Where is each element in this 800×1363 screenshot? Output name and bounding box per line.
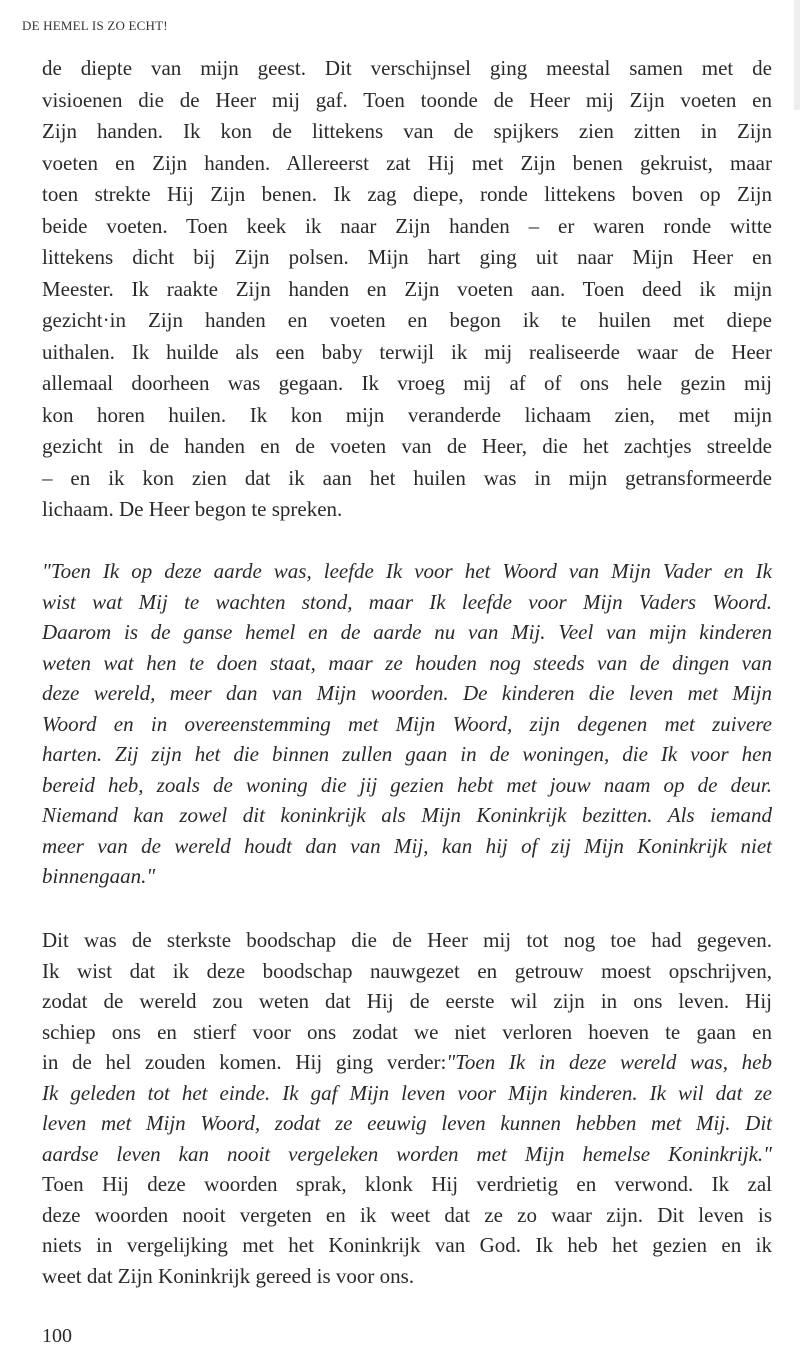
italic-text: aardse leven kan nooit vergeleken worden met Mijn hemelse Koninkrijk." xyxy=(42,1141,772,1166)
text-line: lichaam. De Heer begon te spreken. xyxy=(42,497,343,521)
text-line: Ik wist dat ik deze boodschap nauwgezet en getrouw moest opschrijven, xyxy=(42,958,772,983)
text-line: de diepte van mijn geest. Dit verschijnsel ging meestal samen met de xyxy=(42,56,772,80)
text-line: zodat de wereld zou weten dat Hij de eerste wil zijn in ons leven. Hij xyxy=(42,989,772,1013)
text-line: schiep ons en stierf voor ons zodat we niet verloren hoeven te gaan en xyxy=(42,1019,772,1044)
text-line: Toen Hij deze woorden sprak, klonk Hij verdrietig en verwond. Ik zal xyxy=(42,1172,772,1196)
text-line: Dit was de sterkste boodschap die de Heer mij tot nog toe had gegeven. xyxy=(42,928,772,952)
paragraph-3 xyxy=(42,925,772,1291)
text-line: deze wereld, meer dan van Mijn woorden. De kinderen die leven met Mijn xyxy=(42,681,772,705)
text-line xyxy=(42,1047,772,1078)
roman-text: in de hel zouden komen. Hij ging verder: xyxy=(42,1050,447,1074)
italic-text: Ik geleden tot het einde. Ik gaf Mijn leven voor Mijn kinderen. Ik wil dat ze xyxy=(42,1080,772,1105)
text-line: deze woorden nooit vergeten en ik weet dat ze zo waar zijn. Dit leven is xyxy=(42,1202,772,1227)
text-line: wist wat Mij te wachten stond, maar Ik leefde voor Mijn Vaders Woord. xyxy=(42,589,772,614)
text-line: – en ik kon zien dat ik aan het huilen was in mijn getransformeerde xyxy=(42,465,772,490)
text-line: harten. Zij zijn het die binnen zullen gaan in de woningen, die Ik voor hen xyxy=(42,742,772,766)
text-line: gezicht·in Zijn handen en voeten en begon ik te huilen met diepe xyxy=(42,308,772,332)
paragraph-1 xyxy=(42,53,772,526)
page-edge xyxy=(794,0,800,110)
text-line: gezicht in de handen en de voeten van de Heer, die het zachtjes streelde xyxy=(42,434,772,458)
text-line: Daarom is de ganse hemel en de aarde nu van Mij. Veel van mijn kinderen xyxy=(42,620,772,644)
text-line: meer van de wereld houdt dan van Mij, kan hij of zij Mijn Koninkrijk niet xyxy=(42,833,772,858)
text-line xyxy=(42,1078,772,1109)
text-line: littekens dicht bij Zijn polsen. Mijn hart ging uit naar Mijn Heer en xyxy=(42,245,772,269)
text-line: visioenen die de Heer mij gaf. Toen toonde de Heer mij Zijn voeten en xyxy=(42,87,772,112)
text-line: Woord en in overeenstemming met Mijn Woord, zijn degenen met zuivere xyxy=(42,711,772,736)
text-line: "Toen Ik op deze aarde was, leefde Ik voor het Woord van Mijn Vader en Ik xyxy=(42,559,772,583)
text-line: Niemand kan zowel dit koninkrijk als Mijn Koninkrijk bezitten. Als iemand xyxy=(42,803,772,827)
paragraph-2-quote xyxy=(42,556,772,892)
text-line xyxy=(42,1108,772,1139)
text-line: voeten en Zijn handen. Allereerst zat Hij met Zijn benen gekruist, maar xyxy=(42,150,772,175)
text-line: niets in vergelijking met het Koninkrijk van God. Ik heb het gezien en ik xyxy=(42,1233,772,1257)
text-line: Meester. Ik raakte Zijn handen en Zijn voeten aan. Toen deed ik mijn xyxy=(42,276,772,301)
page-number: 100 xyxy=(42,1325,72,1347)
italic-text: "Toen Ik in deze wereld was, heb xyxy=(446,1050,772,1074)
text-line: binnengaan." xyxy=(42,864,156,888)
text-line: uithalen. Ik huilde als een baby terwijl ik mij realiseerde waar de Heer xyxy=(42,339,772,364)
text-line: beide voeten. Toen keek ik naar Zijn handen – er waren ronde witte xyxy=(42,213,772,238)
text-line: bereid heb, zoals de woning die jij gezien hebt met jouw naam op de deur. xyxy=(42,772,772,797)
text-line: allemaal doorheen was gegaan. Ik vroeg mij af of ons hele gezin mij xyxy=(42,371,772,395)
text-line: weten wat hen te doen staat, maar ze houden nog steeds van de dingen van xyxy=(42,650,772,675)
running-header: DE HEMEL IS ZO ECHT! xyxy=(22,18,168,33)
text-line: toen strekte Hij Zijn benen. Ik zag diepe, ronde littekens boven op Zijn xyxy=(42,182,772,206)
text-line: weet dat Zijn Koninkrijk gereed is voor ons. xyxy=(42,1263,415,1288)
italic-text: leven met Mijn Woord, zodat ze eeuwig leven kunnen hebben met Mij. Dit xyxy=(42,1111,772,1135)
text-line xyxy=(42,1139,772,1170)
text-line: kon horen huilen. Ik kon mijn veranderde lichaam zien, met mijn xyxy=(42,402,772,427)
text-line: Zijn handen. Ik kon de littekens van de spijkers zien zitten in Zijn xyxy=(42,119,772,143)
